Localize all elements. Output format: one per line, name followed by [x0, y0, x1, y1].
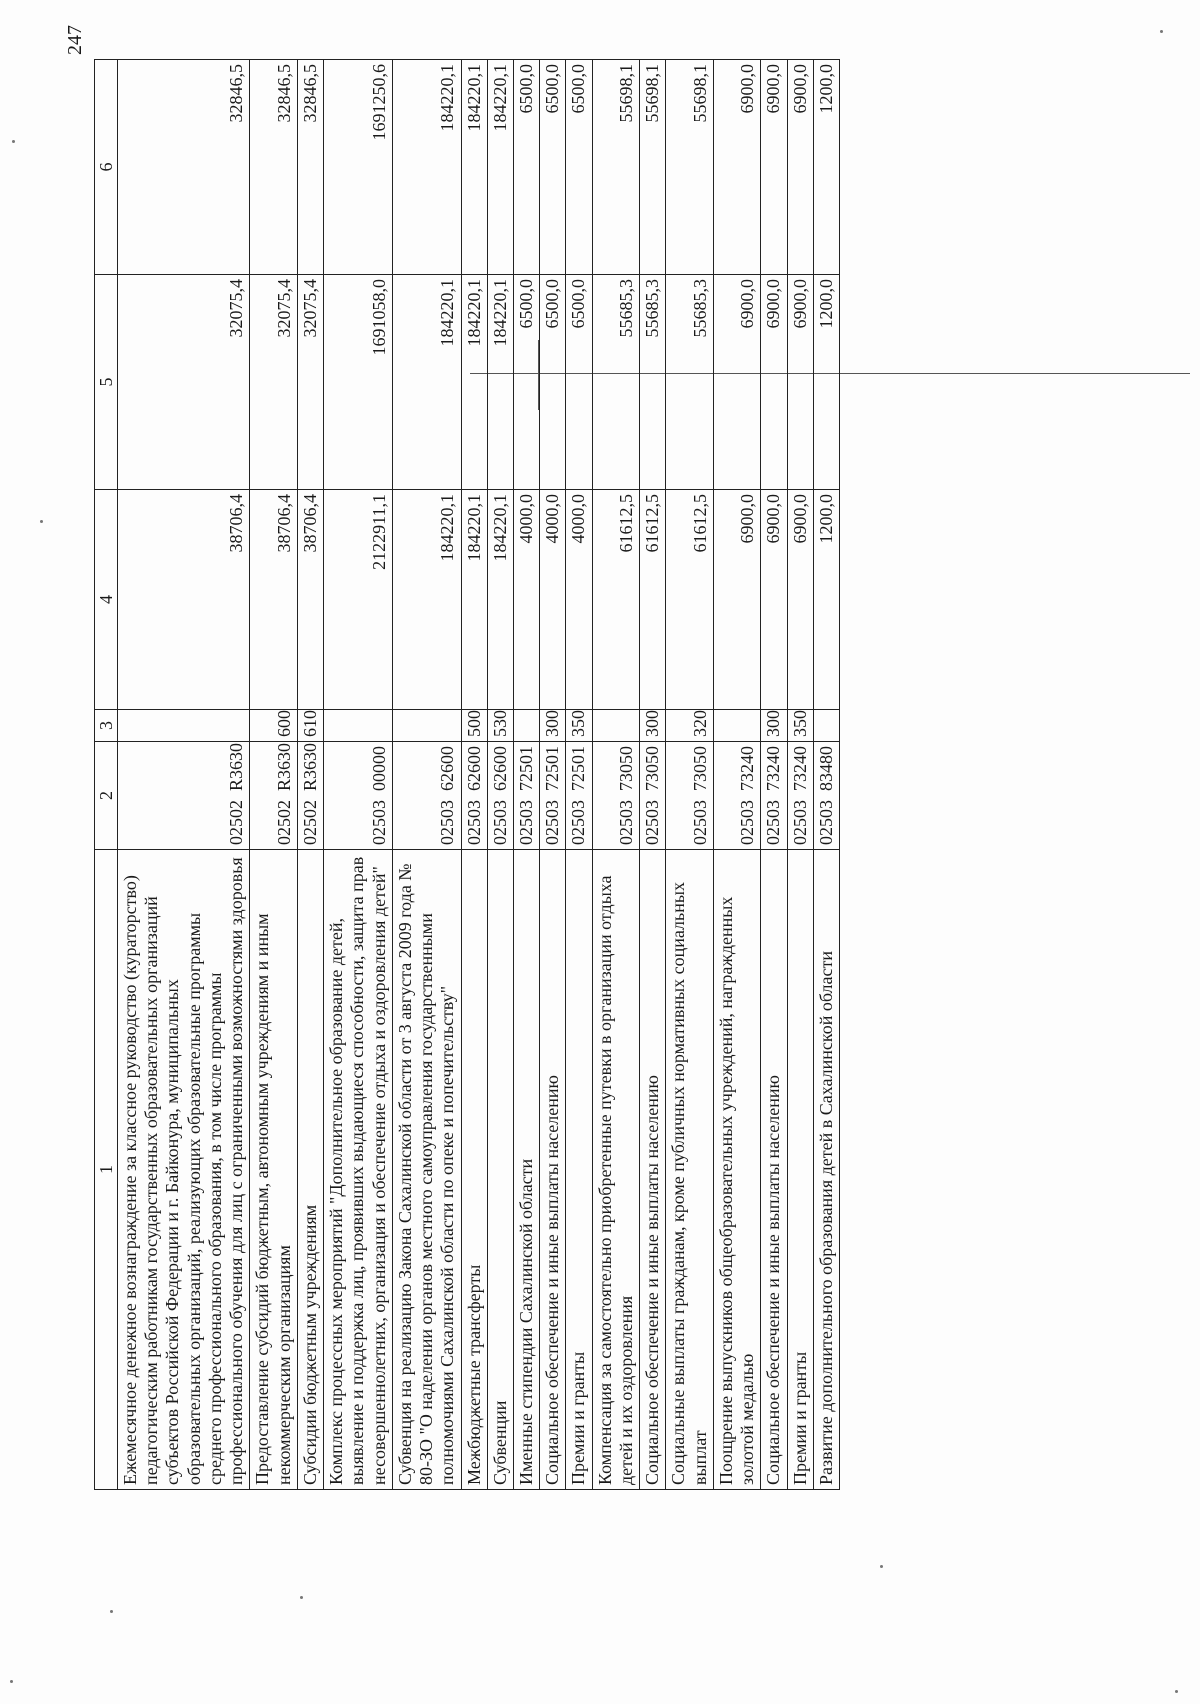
amount-col6-cell: 55698,1	[666, 60, 713, 275]
amount-col5-cell: 184220,1	[487, 275, 513, 490]
amount-col4-cell: 6900,0	[787, 490, 813, 710]
target-article-code: 73240	[789, 746, 810, 791]
table-row	[118, 60, 250, 1490]
amount-col6-cell: 6900,0	[713, 60, 760, 275]
amount-col6-cell: 6500,0	[513, 60, 539, 275]
expense-type-cell: 530	[487, 710, 513, 742]
table-row	[666, 60, 713, 1490]
rotated-content	[64, 25, 1094, 1490]
target-article-code: 73240	[737, 746, 758, 791]
target-article-code: 83480	[815, 746, 836, 791]
column-header: 3	[95, 710, 118, 742]
amount-col6-cell: 6500,0	[540, 60, 566, 275]
row-name-cell: Социальное обеспечение и иные выплаты населению	[640, 850, 666, 1490]
amount-col4-cell: 61612,5	[666, 490, 713, 710]
amount-col4-cell: 4000,0	[540, 490, 566, 710]
code-cell	[787, 742, 813, 850]
amount-col5-cell: 55685,3	[640, 275, 666, 490]
amount-col4-cell: 61612,5	[640, 490, 666, 710]
amount-col6-cell: 32846,5	[118, 60, 250, 275]
program-code: 02503	[689, 800, 710, 845]
expense-type-cell	[513, 710, 539, 742]
table-row	[761, 60, 787, 1490]
row-name-cell: Субвенции	[487, 850, 513, 1490]
amount-col5-cell: 184220,1	[392, 275, 461, 490]
code-cell	[297, 742, 323, 850]
amount-col6-cell: 55698,1	[592, 60, 639, 275]
table-row	[592, 60, 639, 1490]
code-cell	[666, 742, 713, 850]
row-name-cell: Предоставление субсидий бюджетным, автономным учреждениям и иным некоммерческим организациям	[250, 850, 297, 1490]
amount-col4-cell: 38706,4	[297, 490, 323, 710]
amount-col4-cell: 184220,1	[461, 490, 487, 710]
amount-col4-cell: 4000,0	[513, 490, 539, 710]
code-cell	[713, 742, 760, 850]
amount-col5-cell: 32075,4	[118, 275, 250, 490]
expense-type-cell	[813, 710, 839, 742]
code-cell	[250, 742, 297, 850]
code-cell	[118, 742, 250, 850]
column-header: 5	[95, 275, 118, 490]
program-code: 02503	[368, 800, 389, 845]
amount-col4-cell: 38706,4	[250, 490, 297, 710]
amount-col5-cell: 55685,3	[592, 275, 639, 490]
column-header: 1	[95, 850, 118, 1490]
table-row	[713, 60, 760, 1490]
program-code: 02503	[615, 800, 636, 845]
program-code: 02503	[437, 800, 458, 845]
expense-type-cell	[324, 710, 393, 742]
header-row	[95, 60, 118, 1490]
scan-speck	[40, 520, 43, 523]
expense-type-cell: 320	[666, 710, 713, 742]
amount-col5-cell: 55685,3	[666, 275, 713, 490]
amount-col4-cell: 2122911,1	[324, 490, 393, 710]
program-code: 02503	[642, 800, 663, 845]
amount-col6-cell: 1200,0	[813, 60, 839, 275]
target-article-code: 62600	[437, 746, 458, 791]
row-name-cell: Межбюджетные трансферты	[461, 850, 487, 1490]
code-cell	[324, 742, 393, 850]
expense-type-cell: 300	[540, 710, 566, 742]
amount-col6-cell: 6900,0	[787, 60, 813, 275]
code-cell	[566, 742, 592, 850]
target-article-code: 73240	[763, 746, 784, 791]
target-article-code: 73050	[642, 746, 663, 791]
column-header: 2	[95, 742, 118, 850]
table-row	[461, 60, 487, 1490]
row-name-cell: Комплекс процессных мероприятий "Дополнительное образование детей, выявление и поддержка лиц, проявивших выдающиеся способности, защита прав несовершеннолетних, организация и обеспечение отдыха и оздоровления детей"	[324, 850, 393, 1490]
amount-col6-cell: 1691250,6	[324, 60, 393, 275]
code-cell	[461, 742, 487, 850]
table-row	[513, 60, 539, 1490]
expense-type-cell: 350	[787, 710, 813, 742]
program-code: 02503	[789, 800, 810, 845]
table-row	[787, 60, 813, 1490]
scan-speck	[1160, 30, 1163, 33]
row-name-cell: Премии и гранты	[787, 850, 813, 1490]
scan-speck	[10, 1680, 13, 1683]
code-cell	[813, 742, 839, 850]
row-name-cell: Социальное обеспечение и иные выплаты населению	[761, 850, 787, 1490]
row-name-cell: Компенсация за самостоятельно приобретенные путевки в организации отдыха детей и их оздоровления	[592, 850, 639, 1490]
expense-type-cell	[592, 710, 639, 742]
target-article-code: R3630	[226, 742, 247, 791]
expense-type-cell	[713, 710, 760, 742]
row-name-cell: Ежемесячное денежное вознаграждение за классное руководство (кураторство) педагогическим работникам государственных образовательных организаций субъектов Российской Федерации и г. Байконура, муниципальных образовательных организаций, реализующих образовательные программы среднего профессионального образования, в том числе программы профессионального обучения для лиц с ограниченными возможностями здоровья	[118, 850, 250, 1490]
budget-table	[94, 59, 840, 1490]
scan-speck	[110, 1610, 113, 1613]
amount-col5-cell: 6900,0	[787, 275, 813, 490]
rotated-table-area	[64, 25, 1094, 1490]
table-row	[297, 60, 323, 1490]
table-row	[324, 60, 393, 1490]
amount-col5-cell: 6900,0	[761, 275, 787, 490]
amount-col4-cell: 6900,0	[713, 490, 760, 710]
table-body	[118, 60, 840, 1490]
target-article-code: 72501	[568, 746, 589, 791]
row-name-cell: Субсидии бюджетным учреждениям	[297, 850, 323, 1490]
code-cell	[761, 742, 787, 850]
target-article-code: 62600	[463, 746, 484, 791]
table-row	[540, 60, 566, 1490]
table-row	[250, 60, 297, 1490]
table-row	[813, 60, 839, 1490]
target-article-code: 00000	[368, 746, 389, 791]
amount-col6-cell: 55698,1	[640, 60, 666, 275]
program-code: 02503	[763, 800, 784, 845]
amount-col4-cell: 38706,4	[118, 490, 250, 710]
amount-col5-cell: 32075,4	[297, 275, 323, 490]
amount-col6-cell: 6500,0	[566, 60, 592, 275]
expense-type-cell	[118, 710, 250, 742]
column-header: 6	[95, 60, 118, 275]
program-code: 02502	[273, 800, 294, 845]
row-name-cell: Поощрение выпускников общеобразовательных учреждений, награжденных золотой медалью	[713, 850, 760, 1490]
row-name-cell: Развитие дополнительного образования детей в Сахалинской области	[813, 850, 839, 1490]
program-code: 02503	[489, 800, 510, 845]
row-name-cell: Премии и гранты	[566, 850, 592, 1490]
target-article-code: 62600	[489, 746, 510, 791]
row-name-cell: Социальное обеспечение и иные выплаты населению	[540, 850, 566, 1490]
amount-col5-cell: 6500,0	[540, 275, 566, 490]
expense-type-cell: 600	[250, 710, 297, 742]
program-code: 02502	[299, 800, 320, 845]
code-cell	[540, 742, 566, 850]
amount-col6-cell: 184220,1	[392, 60, 461, 275]
target-article-code: 72501	[515, 746, 536, 791]
amount-col5-cell: 1200,0	[813, 275, 839, 490]
program-code: 02502	[226, 800, 247, 845]
code-cell	[592, 742, 639, 850]
table-row	[487, 60, 513, 1490]
expense-type-cell: 500	[461, 710, 487, 742]
scan-speck	[1175, 1690, 1178, 1693]
table-row	[566, 60, 592, 1490]
amount-col4-cell: 184220,1	[487, 490, 513, 710]
amount-col5-cell: 184220,1	[461, 275, 487, 490]
expense-type-cell	[392, 710, 461, 742]
program-code: 02503	[568, 800, 589, 845]
amount-col5-cell: 6500,0	[513, 275, 539, 490]
program-code: 02503	[737, 800, 758, 845]
row-name-cell: Именные стипендии Сахалинской области	[513, 850, 539, 1490]
program-code: 02503	[542, 800, 563, 845]
code-cell	[392, 742, 461, 850]
program-code: 02503	[463, 800, 484, 845]
scan-speck	[12, 140, 15, 143]
amount-col6-cell: 6900,0	[761, 60, 787, 275]
amount-col6-cell: 32846,5	[297, 60, 323, 275]
amount-col4-cell: 1200,0	[813, 490, 839, 710]
amount-col4-cell: 184220,1	[392, 490, 461, 710]
code-cell	[640, 742, 666, 850]
amount-col6-cell: 184220,1	[461, 60, 487, 275]
target-article-code: R3630	[299, 742, 320, 791]
expense-type-cell: 350	[566, 710, 592, 742]
page-number: 247	[64, 25, 86, 55]
target-article-code: 72501	[542, 746, 563, 791]
program-code: 02503	[515, 800, 536, 845]
table-row	[640, 60, 666, 1490]
target-article-code: 73050	[689, 746, 710, 791]
program-code: 02503	[815, 800, 836, 845]
target-article-code: 73050	[615, 746, 636, 791]
amount-col6-cell: 184220,1	[487, 60, 513, 275]
amount-col4-cell: 6900,0	[761, 490, 787, 710]
code-cell	[487, 742, 513, 850]
scan-speck	[880, 1565, 883, 1568]
amount-col6-cell: 32846,5	[250, 60, 297, 275]
amount-col5-cell: 6900,0	[713, 275, 760, 490]
expense-type-cell: 300	[640, 710, 666, 742]
expense-type-cell: 300	[761, 710, 787, 742]
table-row	[392, 60, 461, 1490]
amount-col4-cell: 4000,0	[566, 490, 592, 710]
column-header: 4	[95, 490, 118, 710]
amount-col5-cell: 32075,4	[250, 275, 297, 490]
scan-speck	[300, 1596, 303, 1599]
row-name-cell: Социальные выплаты гражданам, кроме публичных нормативных социальных выплат	[666, 850, 713, 1490]
target-article-code: R3630	[273, 742, 294, 791]
row-name-cell: Субвенция на реализацию Закона Сахалинской области от 3 августа 2009 года № 80-ЗО "О наделении органов местного самоуправления государственными полномочиями Сахалинской области по опеке и попечительству"	[392, 850, 461, 1490]
amount-col5-cell: 6500,0	[566, 275, 592, 490]
amount-col5-cell: 1691058,0	[324, 275, 393, 490]
expense-type-cell: 610	[297, 710, 323, 742]
code-cell	[513, 742, 539, 850]
amount-col4-cell: 61612,5	[592, 490, 639, 710]
